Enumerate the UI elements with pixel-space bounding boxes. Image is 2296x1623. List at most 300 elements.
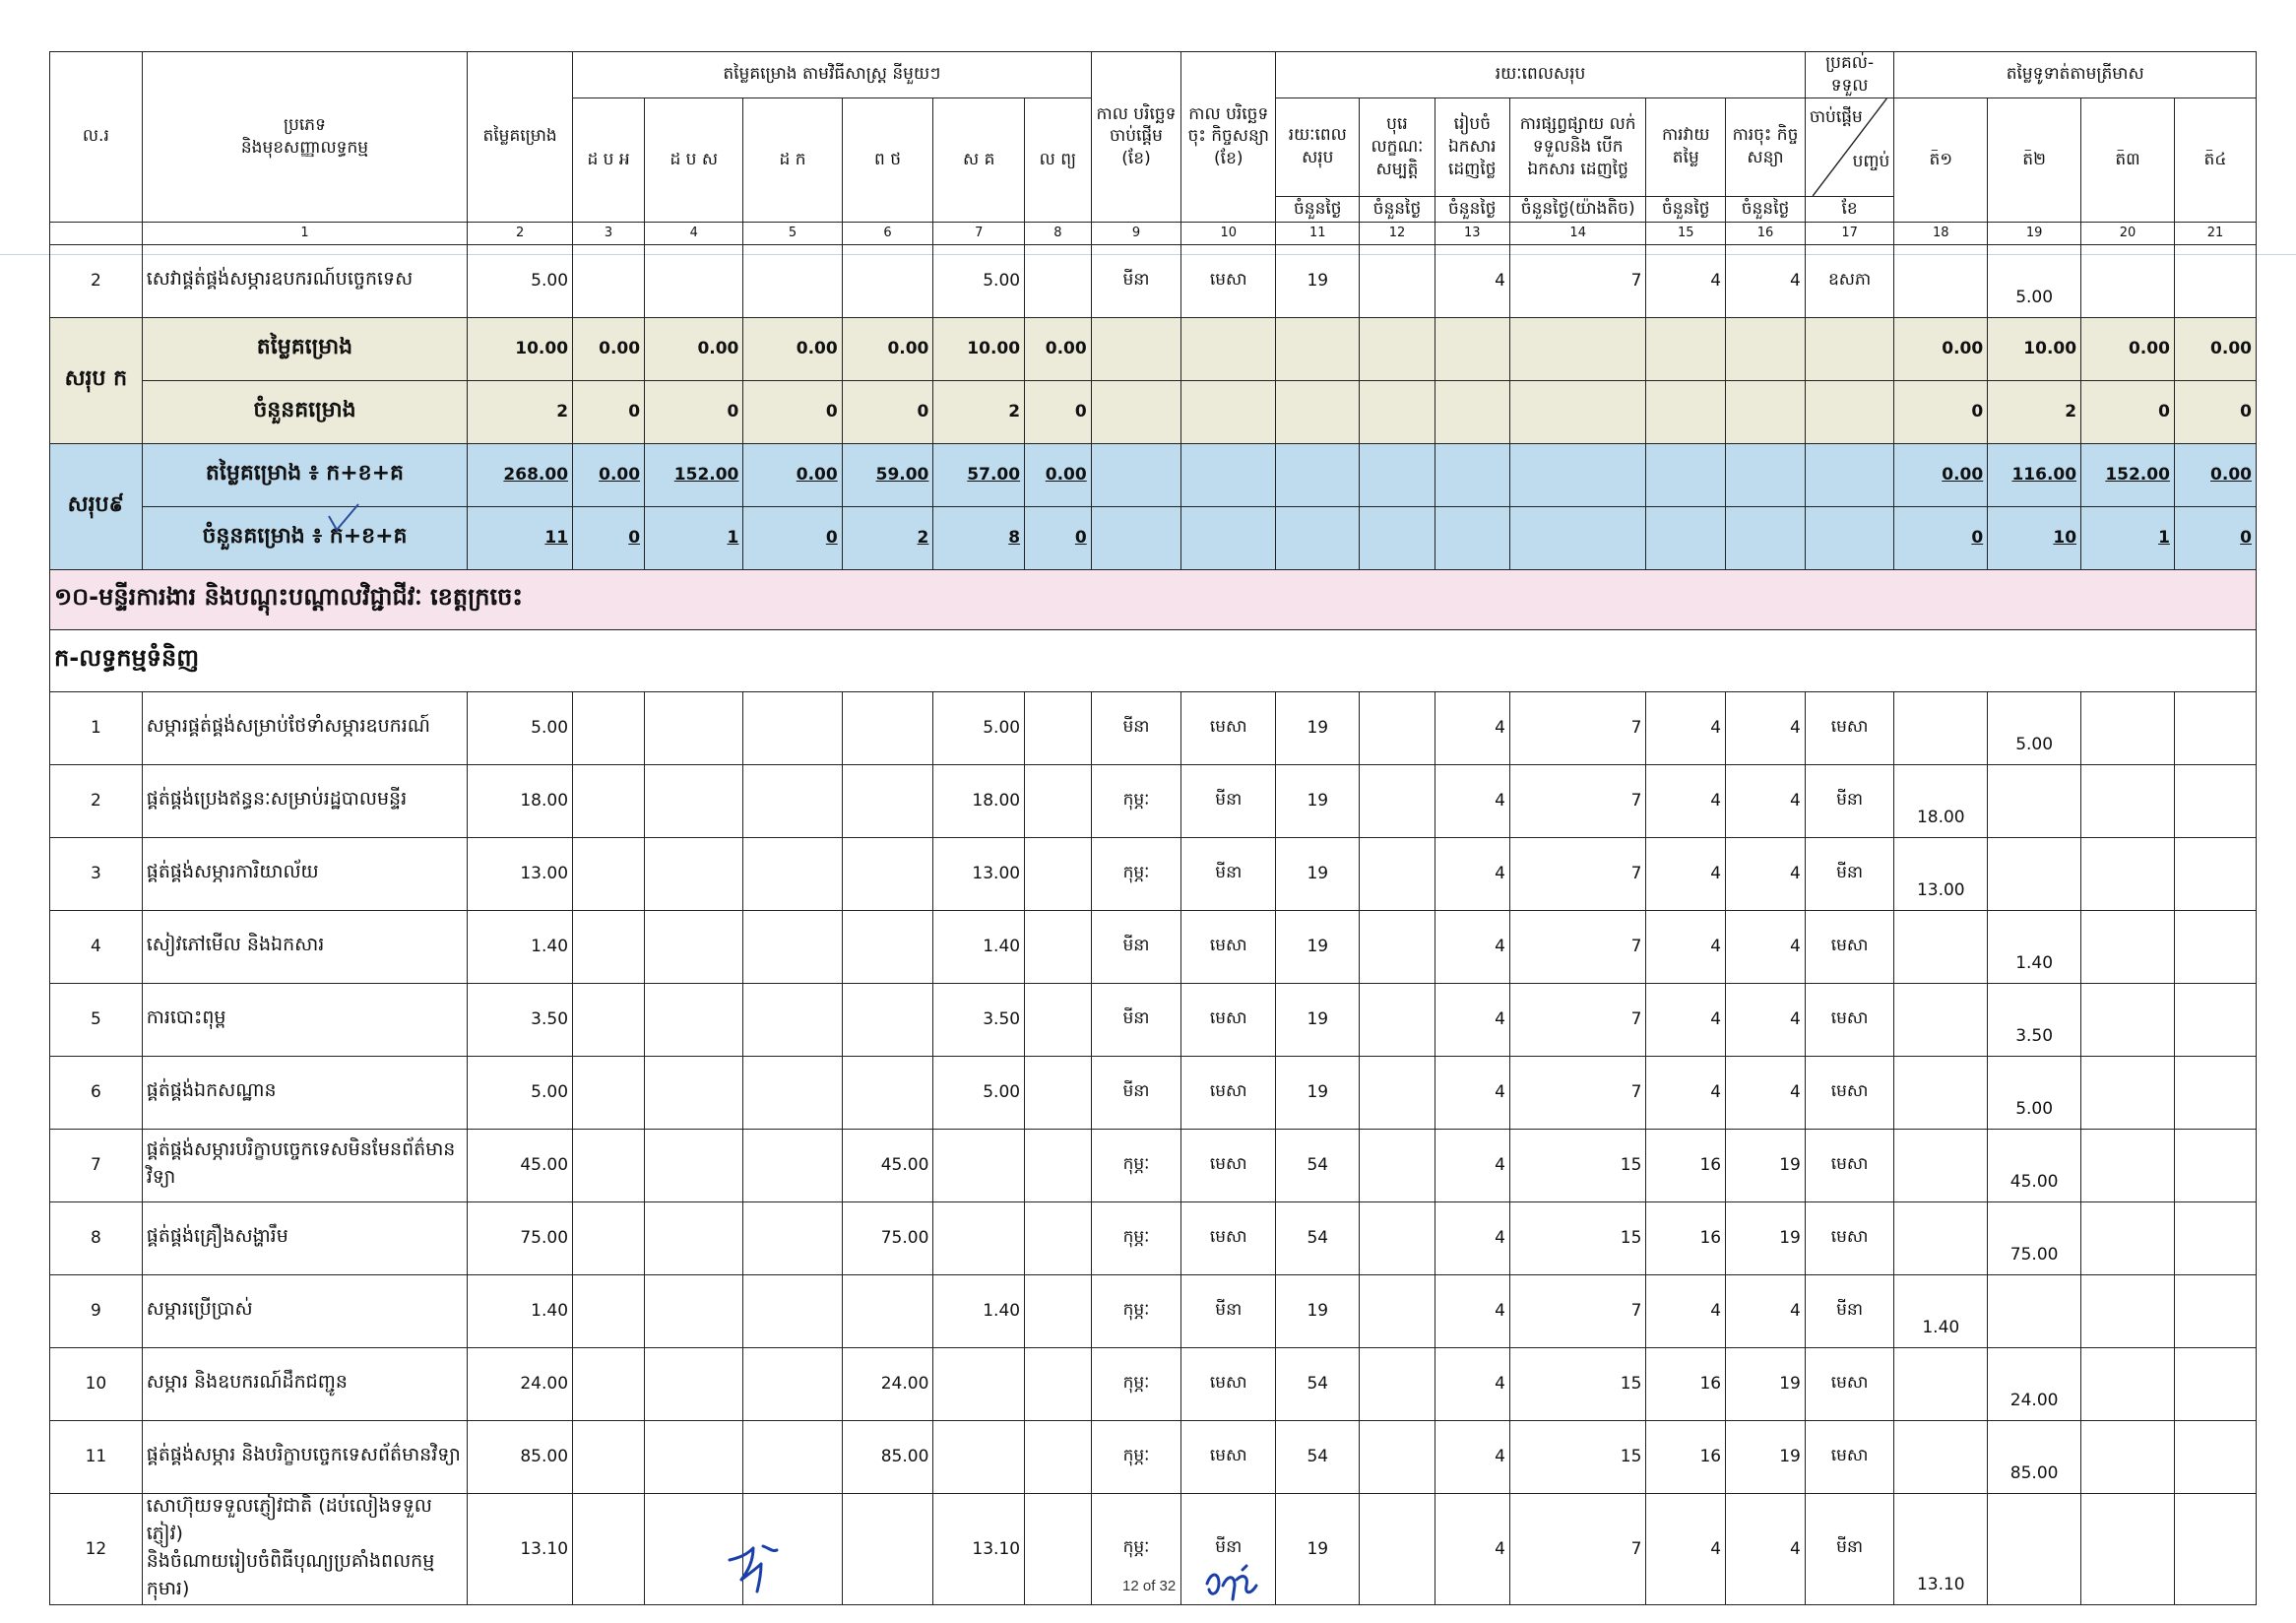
- row-q2: [1988, 1274, 2081, 1347]
- total-value: 11: [468, 506, 573, 569]
- row-q1: [1894, 1347, 1988, 1420]
- row-name: [142, 1420, 467, 1493]
- dur-col-3: រៀបចំ ឯកសារ ដេញថ្លៃ: [1435, 97, 1509, 196]
- row-name: សេវាផ្គត់ផ្គង់សម្ភារឧបករណ៍បច្ចេកទេស: [142, 244, 467, 317]
- cell-empty: [743, 910, 842, 983]
- row-d5: 4: [1646, 244, 1726, 317]
- cell-empty: [2174, 1056, 2256, 1129]
- row-name: [142, 1347, 467, 1420]
- row-sk: 1.40: [933, 910, 1025, 983]
- row-d4: 7: [1509, 1493, 1645, 1604]
- row-sk: 13.00: [933, 837, 1025, 910]
- row-q1: [1894, 1056, 1988, 1129]
- row-d6: 4: [1726, 983, 1806, 1056]
- total-value: 0.00: [842, 317, 933, 380]
- row-d6: 4: [1726, 1493, 1806, 1604]
- cell-empty: [645, 910, 743, 983]
- col-num: 20: [2081, 222, 2175, 244]
- quarter-1: ត៑១: [1894, 97, 1988, 222]
- cell-empty: [573, 691, 645, 764]
- row-deliver: មីនា: [1805, 1274, 1894, 1347]
- row-d3: 4: [1435, 691, 1509, 764]
- cell-empty: [2081, 691, 2175, 764]
- row-d3: 4: [1435, 244, 1509, 317]
- total-value: 152.00: [645, 443, 743, 506]
- row-cost: 5.00: [468, 1056, 573, 1129]
- cell-empty: [645, 1201, 743, 1274]
- cell-empty: [573, 1420, 645, 1493]
- cell-empty: [573, 1493, 645, 1604]
- row-cost: 45.00: [468, 1129, 573, 1201]
- total-value: 10.00: [468, 317, 573, 380]
- row-deliver: មេសា: [1805, 983, 1894, 1056]
- subsection-title: ក-លទ្ធកម្មទំនិញ: [50, 629, 2257, 691]
- total-9-count-row: [50, 506, 2257, 569]
- row-name: [142, 983, 467, 1056]
- row-sign: មេសា: [1181, 244, 1276, 317]
- cell-empty: [2174, 1493, 2256, 1604]
- row-q1: [1894, 1129, 1988, 1201]
- row-cost: 18.00: [468, 764, 573, 837]
- total-quarter-value: 0: [1894, 506, 1988, 569]
- dur-col-1: រយៈពេល សរុប: [1276, 97, 1360, 196]
- row-sign: មេសា: [1181, 1056, 1276, 1129]
- row-d5: 16: [1646, 1201, 1726, 1274]
- cell-empty: [573, 1056, 645, 1129]
- header-plan-start: កាល បរិច្ឆេទ ចាប់ផ្តើម (ខែ): [1091, 52, 1181, 223]
- total-quarter-value: 1: [2081, 506, 2175, 569]
- row-cost: 13.00: [468, 837, 573, 910]
- row-d3: 4: [1435, 1420, 1509, 1493]
- row-deliver: មេសា: [1805, 1420, 1894, 1493]
- total-quarter-value: 116.00: [1988, 443, 2081, 506]
- row-q2: 45.00: [1988, 1129, 2081, 1201]
- total-9-cost-row: [50, 443, 2257, 506]
- cell-empty: [1025, 1056, 1092, 1129]
- subsection-header-row: [50, 629, 2257, 691]
- cell-empty: [2174, 1201, 2256, 1274]
- cell-empty: [1360, 1274, 1435, 1347]
- row-d5: 4: [1646, 764, 1726, 837]
- quarter-3: ត៑៣: [2081, 97, 2175, 222]
- row-name-line: ផ្គត់ផ្គង់សម្ភារ និងបរិក្ខាបច្ចេកទេសព័ត៌មានវិទ្យា: [146, 1444, 461, 1466]
- row-q2: [1988, 764, 2081, 837]
- row-dk: [842, 764, 933, 837]
- col-num: 4: [645, 222, 743, 244]
- row-name-line: ផ្គត់ផ្គង់គ្រឿងសង្ហារឹម: [146, 1225, 288, 1248]
- deliver-split-cell: [1805, 97, 1894, 196]
- row-d4: 7: [1509, 1274, 1645, 1347]
- col-num: 1: [142, 222, 467, 244]
- total-quarter-value: 152.00: [2081, 443, 2175, 506]
- row-start: មីនា: [1091, 244, 1181, 317]
- row-d6: 4: [1726, 764, 1806, 837]
- row-d5: 16: [1646, 1347, 1726, 1420]
- cell-empty: [2081, 1420, 2175, 1493]
- col-num: 18: [1894, 222, 1988, 244]
- col-num: 5: [743, 222, 842, 244]
- row-d3: 4: [1435, 910, 1509, 983]
- row-sk: 3.50: [933, 983, 1025, 1056]
- row-name-line: ផ្គត់ផ្គង់សម្ភារបរិក្ខាបច្ចេកទេសមិនមែនព័ត៌មានវិទ្យា: [146, 1138, 456, 1189]
- cell-empty: [573, 837, 645, 910]
- row-d6: 4: [1726, 837, 1806, 910]
- row-d3: 4: [1435, 764, 1509, 837]
- col-num: 17: [1805, 222, 1894, 244]
- row-d3: 4: [1435, 1129, 1509, 1201]
- table-row: [50, 691, 2257, 764]
- cell-empty: [573, 1347, 645, 1420]
- header-est-cost: តម្លៃគម្រោង: [468, 52, 573, 223]
- row-d6: 19: [1726, 1420, 1806, 1493]
- row-d4: 7: [1509, 691, 1645, 764]
- total-quarter-value: 10.00: [1988, 317, 2081, 380]
- total-value: 10.00: [933, 317, 1025, 380]
- row-d5: 4: [1646, 1493, 1726, 1604]
- src-col-2: ដ ប ស: [645, 97, 743, 222]
- cell-empty: [743, 1274, 842, 1347]
- row-q1: 13.10: [1894, 1493, 1988, 1604]
- cell-empty: [743, 1420, 842, 1493]
- cell-empty: [645, 837, 743, 910]
- row-name-line: សៀវភៅមើល និងឯកសារ: [146, 934, 325, 956]
- total-value: 0.00: [1025, 443, 1092, 506]
- cell-empty: [645, 1347, 743, 1420]
- row-sk: 5.00: [933, 1056, 1025, 1129]
- total-value: 0.00: [743, 317, 842, 380]
- row-q2: 5.00: [1988, 244, 2081, 317]
- diagonal-line: [1806, 98, 1894, 196]
- col-num: 8: [1025, 222, 1092, 244]
- cell-empty: [1025, 1347, 1092, 1420]
- cell-empty: [2174, 1129, 2256, 1201]
- row-dk: 45.00: [842, 1129, 933, 1201]
- row-name-line: សម្ភារផ្គត់ផ្គង់សម្រាប់ថែទាំសម្ភារឧបករណ៍: [146, 715, 430, 738]
- total-quarter-value: 0.00: [2174, 317, 2256, 380]
- row-sign: មេសា: [1181, 983, 1276, 1056]
- row-cost: 75.00: [468, 1201, 573, 1274]
- header-quarter: តម្លៃទូទាត់តាមត្រីមាស: [1894, 52, 2257, 98]
- row-cost: 13.10: [468, 1493, 573, 1604]
- total-value: 0: [573, 380, 645, 443]
- row-d6: 4: [1726, 1056, 1806, 1129]
- row-name: [142, 691, 467, 764]
- row-sk: 1.40: [933, 1274, 1025, 1347]
- src-col-3: ដ ក: [743, 97, 842, 222]
- total-value: 0: [573, 506, 645, 569]
- cell-empty: [1360, 837, 1435, 910]
- row-sk: [933, 1129, 1025, 1201]
- table-row: [50, 837, 2257, 910]
- cell-empty: [2081, 1129, 2175, 1201]
- row-no: 7: [50, 1129, 143, 1201]
- row-d1: 54: [1276, 1420, 1360, 1493]
- deliver-start: ចាប់ផ្តើម: [1809, 107, 1863, 128]
- section-title: ១០-មន្ទីរការងារ និងបណ្តុះបណ្តាលវិជ្ជាជីវៈ ខេត្តក្រចេះ: [50, 569, 2257, 629]
- row-q1: 18.00: [1894, 764, 1988, 837]
- cell-empty: [1360, 691, 1435, 764]
- row-name: [142, 1493, 467, 1604]
- cell-empty: [743, 691, 842, 764]
- row-d1: 19: [1276, 691, 1360, 764]
- row-name-line: ការបោះពុម្ព: [146, 1006, 226, 1029]
- total-value: 1: [645, 506, 743, 569]
- row-d4: 7: [1509, 244, 1645, 317]
- row-sign: មេសា: [1181, 1420, 1276, 1493]
- row-d3: 4: [1435, 983, 1509, 1056]
- cell-empty: [1360, 764, 1435, 837]
- procurement-plan-table: [49, 51, 2257, 1605]
- col-num: 12: [1360, 222, 1435, 244]
- col-num: 21: [2174, 222, 2256, 244]
- row-name-line: និងចំណាយរៀបចំពិធីបុណ្យប្រគាំងពលកម្មកុមារ): [146, 1549, 435, 1599]
- total-value: 2: [842, 506, 933, 569]
- row-sk: [933, 1201, 1025, 1274]
- row-name: [142, 1274, 467, 1347]
- table-row: [50, 764, 2257, 837]
- cell-empty: [645, 1129, 743, 1201]
- cell-empty: [573, 764, 645, 837]
- row-d1: 19: [1276, 1493, 1360, 1604]
- row-d4: 15: [1509, 1129, 1645, 1201]
- row-sign: មេសា: [1181, 1347, 1276, 1420]
- dur-unit-4: ចំនួនថ្ងៃ(យ៉ាងតិច): [1509, 196, 1645, 222]
- row-sign: មេសា: [1181, 1201, 1276, 1274]
- row-start: កុម្ភៈ: [1091, 1129, 1181, 1201]
- cell-empty: [2174, 1347, 2256, 1420]
- cell-empty: [1360, 1129, 1435, 1201]
- row-q1: 13.00: [1894, 837, 1988, 910]
- cell-empty: [2081, 1274, 2175, 1347]
- row-name: [142, 1201, 467, 1274]
- cell-empty: [743, 1347, 842, 1420]
- row-deliver: មេសា: [1805, 1201, 1894, 1274]
- cell-empty: [1360, 983, 1435, 1056]
- row-q2: 85.00: [1988, 1420, 2081, 1493]
- cell-empty: [645, 1274, 743, 1347]
- row-sk: 5.00: [933, 691, 1025, 764]
- total-quarter-value: 10: [1988, 506, 2081, 569]
- table-row: [50, 244, 2257, 317]
- cell-empty: [1025, 1493, 1092, 1604]
- col-num: 10: [1181, 222, 1276, 244]
- row-q1: [1894, 691, 1988, 764]
- row-d4: 15: [1509, 1201, 1645, 1274]
- cell-empty: [1360, 1493, 1435, 1604]
- row-deliver: មីនា: [1805, 764, 1894, 837]
- cell-empty: [1360, 1201, 1435, 1274]
- row-name-line: សម្ភារ និងឧបករណ៍ដឹកជញ្ជូន: [146, 1371, 348, 1394]
- row-d1: 19: [1276, 837, 1360, 910]
- dur-unit-5: ចំនួនថ្ងៃ: [1646, 196, 1726, 222]
- cell-empty: [1025, 1129, 1092, 1201]
- total-value: 0.00: [743, 443, 842, 506]
- row-d1: 19: [1276, 1274, 1360, 1347]
- row-cost: 5.00: [468, 691, 573, 764]
- total-k-count-label: ចំនួនគម្រោង: [142, 380, 467, 443]
- total-value: 268.00: [468, 443, 573, 506]
- row-dk: [842, 1493, 933, 1604]
- cell-empty: [743, 1129, 842, 1201]
- total-quarter-value: 0: [2081, 380, 2175, 443]
- row-d5: 16: [1646, 1420, 1726, 1493]
- row-d6: 19: [1726, 1201, 1806, 1274]
- row-dk: [842, 691, 933, 764]
- row-sign: មីនា: [1181, 1493, 1276, 1604]
- header-duration: រយៈពេលសរុប: [1276, 52, 1806, 98]
- cell-empty: [2081, 910, 2175, 983]
- cell-empty: [1025, 983, 1092, 1056]
- cell-empty: [2174, 1274, 2256, 1347]
- cell-empty: [1360, 1420, 1435, 1493]
- cell-empty: [573, 910, 645, 983]
- row-start: កុម្ភៈ: [1091, 1420, 1181, 1493]
- row-d4: 7: [1509, 910, 1645, 983]
- cell-empty: [743, 1056, 842, 1129]
- cell-empty: [2174, 983, 2256, 1056]
- total-quarter-value: 0: [1894, 380, 1988, 443]
- row-cost: 24.00: [468, 1347, 573, 1420]
- row-dk: 85.00: [842, 1420, 933, 1493]
- total-quarter-value: 0.00: [2174, 443, 2256, 506]
- table-row: [50, 1420, 2257, 1493]
- row-deliver: ឧសភា: [1805, 244, 1894, 317]
- cell-empty: [1025, 1420, 1092, 1493]
- header-by-source: តម្លៃគម្រោង តាមវិធីសាស្ត្រ នីមួយៗ: [573, 52, 1092, 98]
- src-col-6: ល ព្យ: [1025, 97, 1092, 222]
- row-name: [142, 910, 467, 983]
- row-cost: 1.40: [468, 910, 573, 983]
- total-k-cost-row: [50, 317, 2257, 380]
- total-9-cost-label: តម្លៃគម្រោង ៖ ក+ខ+គ: [142, 443, 467, 506]
- row-q2: 3.50: [1988, 983, 2081, 1056]
- row-sk: [933, 1347, 1025, 1420]
- row-deliver: មេសា: [1805, 691, 1894, 764]
- row-d1: 19: [1276, 1056, 1360, 1129]
- row-start: កុម្ភៈ: [1091, 1493, 1181, 1604]
- cell-empty: [1360, 1056, 1435, 1129]
- row-d6: 19: [1726, 1347, 1806, 1420]
- section-header-row: [50, 569, 2257, 629]
- cell-empty: [2081, 1056, 2175, 1129]
- row-dk: [842, 1056, 933, 1129]
- row-d6: 4: [1726, 1274, 1806, 1347]
- row-no: 6: [50, 1056, 143, 1129]
- row-deliver: មេសា: [1805, 1056, 1894, 1129]
- goods-rows: [50, 691, 2257, 1604]
- cell-empty: [2174, 764, 2256, 837]
- total-quarter-value: 0: [2174, 506, 2256, 569]
- row-sign: មេសា: [1181, 1129, 1276, 1201]
- col-num: 19: [1988, 222, 2081, 244]
- col-num: 14: [1509, 222, 1645, 244]
- col-num: 16: [1726, 222, 1806, 244]
- row-sign: មីនា: [1181, 837, 1276, 910]
- cell-empty: [2081, 1201, 2175, 1274]
- total-value: 0: [645, 380, 743, 443]
- row-deliver: មេសា: [1805, 1129, 1894, 1201]
- row-d3: 4: [1435, 1201, 1509, 1274]
- row-sk: 5.00: [933, 244, 1025, 317]
- col-num: 3: [573, 222, 645, 244]
- row-d6: 4: [1726, 691, 1806, 764]
- column-number-row: [50, 222, 2257, 244]
- col-num: 11: [1276, 222, 1360, 244]
- table-row: [50, 910, 2257, 983]
- row-sign: មីនា: [1181, 1274, 1276, 1347]
- row-q1: 1.40: [1894, 1274, 1988, 1347]
- row-d1: 19: [1276, 244, 1360, 317]
- cell-empty: [2174, 1420, 2256, 1493]
- row-d4: 7: [1509, 1056, 1645, 1129]
- row-cost: 85.00: [468, 1420, 573, 1493]
- row-d1: 19: [1276, 764, 1360, 837]
- row-d1: 19: [1276, 910, 1360, 983]
- cell-empty: [2174, 837, 2256, 910]
- col-num: 6: [842, 222, 933, 244]
- total-k-count-row: [50, 380, 2257, 443]
- row-no: 5: [50, 983, 143, 1056]
- row-d1: 54: [1276, 1201, 1360, 1274]
- row-d6: 4: [1726, 244, 1806, 317]
- checkmark-ink: [325, 500, 364, 536]
- row-q1: [1894, 1420, 1988, 1493]
- row-no: 10: [50, 1347, 143, 1420]
- row-cost: 3.50: [468, 983, 573, 1056]
- table-row: [50, 983, 2257, 1056]
- dur-unit-1: ចំនួនថ្ងៃ: [1276, 196, 1360, 222]
- cell-empty: [645, 691, 743, 764]
- row-d5: 4: [1646, 691, 1726, 764]
- total-quarter-value: 0.00: [1894, 443, 1988, 506]
- row-deliver: មីនា: [1805, 837, 1894, 910]
- cell-empty: [573, 1129, 645, 1201]
- cell-empty: [1025, 691, 1092, 764]
- row-start: មីនា: [1091, 983, 1181, 1056]
- initials-ink-left: [724, 1538, 783, 1595]
- row-d1: 54: [1276, 1129, 1360, 1201]
- total-9-label: សរុប៩: [50, 443, 143, 569]
- row-name-line: ផ្គត់ផ្គង់ប្រេងឥន្ធនៈសម្រាប់រដ្ឋបាលមន្ទីរ: [146, 788, 408, 811]
- row-d3: 4: [1435, 837, 1509, 910]
- row-d3: 4: [1435, 1056, 1509, 1129]
- deliver-unit: ខែ: [1805, 196, 1894, 222]
- row-start: មីនា: [1091, 691, 1181, 764]
- col-num: 13: [1435, 222, 1509, 244]
- row-cost: 5.00: [468, 244, 573, 317]
- row-no: 3: [50, 837, 143, 910]
- row-d4: 7: [1509, 983, 1645, 1056]
- total-value: 0: [743, 506, 842, 569]
- col-num: 9: [1091, 222, 1181, 244]
- row-no: 8: [50, 1201, 143, 1274]
- cell-empty: [743, 1201, 842, 1274]
- cell-empty: [1025, 764, 1092, 837]
- row-d4: 15: [1509, 1347, 1645, 1420]
- total-quarter-value: 0.00: [1894, 317, 1988, 380]
- header-plan-sign: កាល បរិច្ឆេទចុះ កិច្ចសន្យា (ខែ): [1181, 52, 1276, 223]
- cell-empty: [1025, 1201, 1092, 1274]
- cell-empty: [645, 1056, 743, 1129]
- cell-empty: [1360, 910, 1435, 983]
- total-value: 59.00: [842, 443, 933, 506]
- row-d4: 7: [1509, 837, 1645, 910]
- row-d1: 54: [1276, 1347, 1360, 1420]
- total-value: 2: [933, 380, 1025, 443]
- row-start: មីនា: [1091, 1056, 1181, 1129]
- total-k-cost-label: តម្លៃគម្រោង: [142, 317, 467, 380]
- cell-empty: [2081, 764, 2175, 837]
